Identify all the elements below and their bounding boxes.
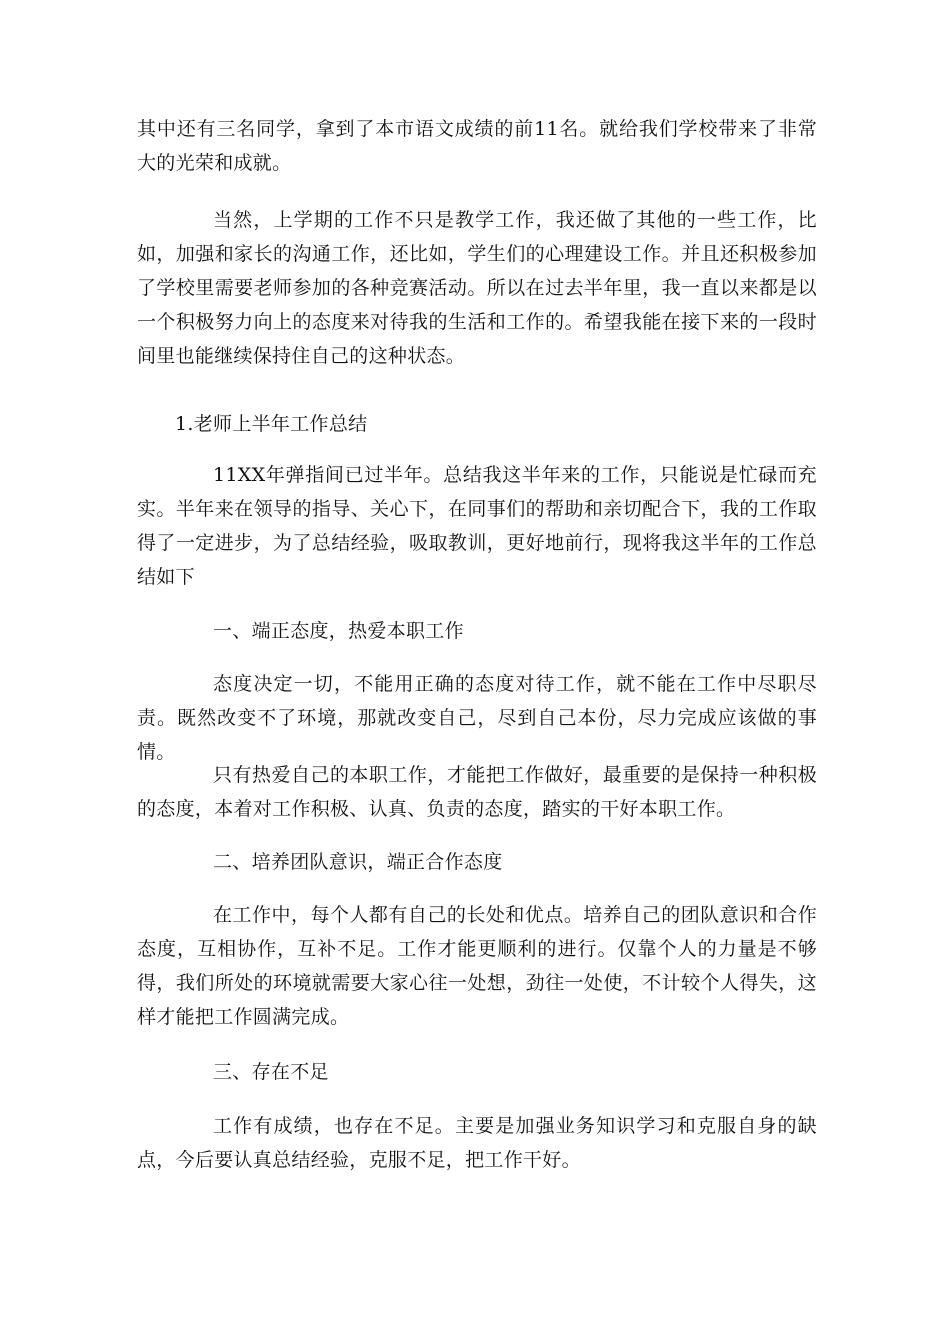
heading-attitude: 一、端正态度，热爱本职工作 — [213, 620, 464, 642]
paragraph-other-work: 当然，上学期的工作不只是教学工作，我还做了其他的一些工作，比如，加强和家长的沟通工作，还比如，学生们的心理建设工作。并且还积极参加了学校里需要老师参加的各种竞赛活动。所以在过去半年里，我一直以来都是以一个积极努力向上的态度来对待我的生活和工作的。希望我能在接下来的一段时间里也能继续保持住自己的这种状态。 — [137, 209, 817, 367]
paragraph-achievement: 其中还有三名同学，拿到了本市语文成绩的前11名。就给我们学校带来了非常大的光荣和成就。 — [137, 118, 817, 174]
heading-teamwork: 二、培养团队意识，端正合作态度 — [213, 851, 503, 873]
paragraph-attitude: 态度决定一切，不能用正确的态度对待工作，就不能在工作中尽职尽责。既然改变不了环境，那就改变自己，尽到自己本份，尽力完成应该做的事情。 — [137, 673, 817, 763]
paragraph-shortcomings: 工作有成绩，也存在不足。主要是加强业务知识学习和克服自身的缺点，今后要认真总结经验，克服不足，把工作干好。 — [137, 1115, 817, 1171]
section-title-summary: 1.老师上半年工作总结 — [175, 413, 368, 435]
paragraph-love-work: 只有热爱自己的本职工作，才能把工作做好，最重要的是保持一种积极的态度，本着对工作积极、认真、负责的态度，踏实的干好本职工作。 — [137, 764, 817, 820]
paragraph-teamwork: 在工作中，每个人都有自己的长处和优点。培养自己的团队意识和合作态度，互相协作，互补不足。工作才能更顺利的进行。仅靠个人的力量是不够得，我们所处的环境就需要大家心往一处想，劲往一处使，不计较个人得失，这样才能把工作圆满完成。 — [137, 904, 817, 1028]
heading-shortcomings: 三、存在不足 — [213, 1061, 329, 1083]
paragraph-intro: 11XX年弹指间已过半年。总结我这半年来的工作，只能说是忙碌而充实。半年来在领导的指导、关心下，在同事们的帮助和亲切配合下，我的工作取得了一定进步，为了总结经验，吸取教训，更好地前行，现将我这半年的工作总结如下 — [137, 464, 817, 588]
